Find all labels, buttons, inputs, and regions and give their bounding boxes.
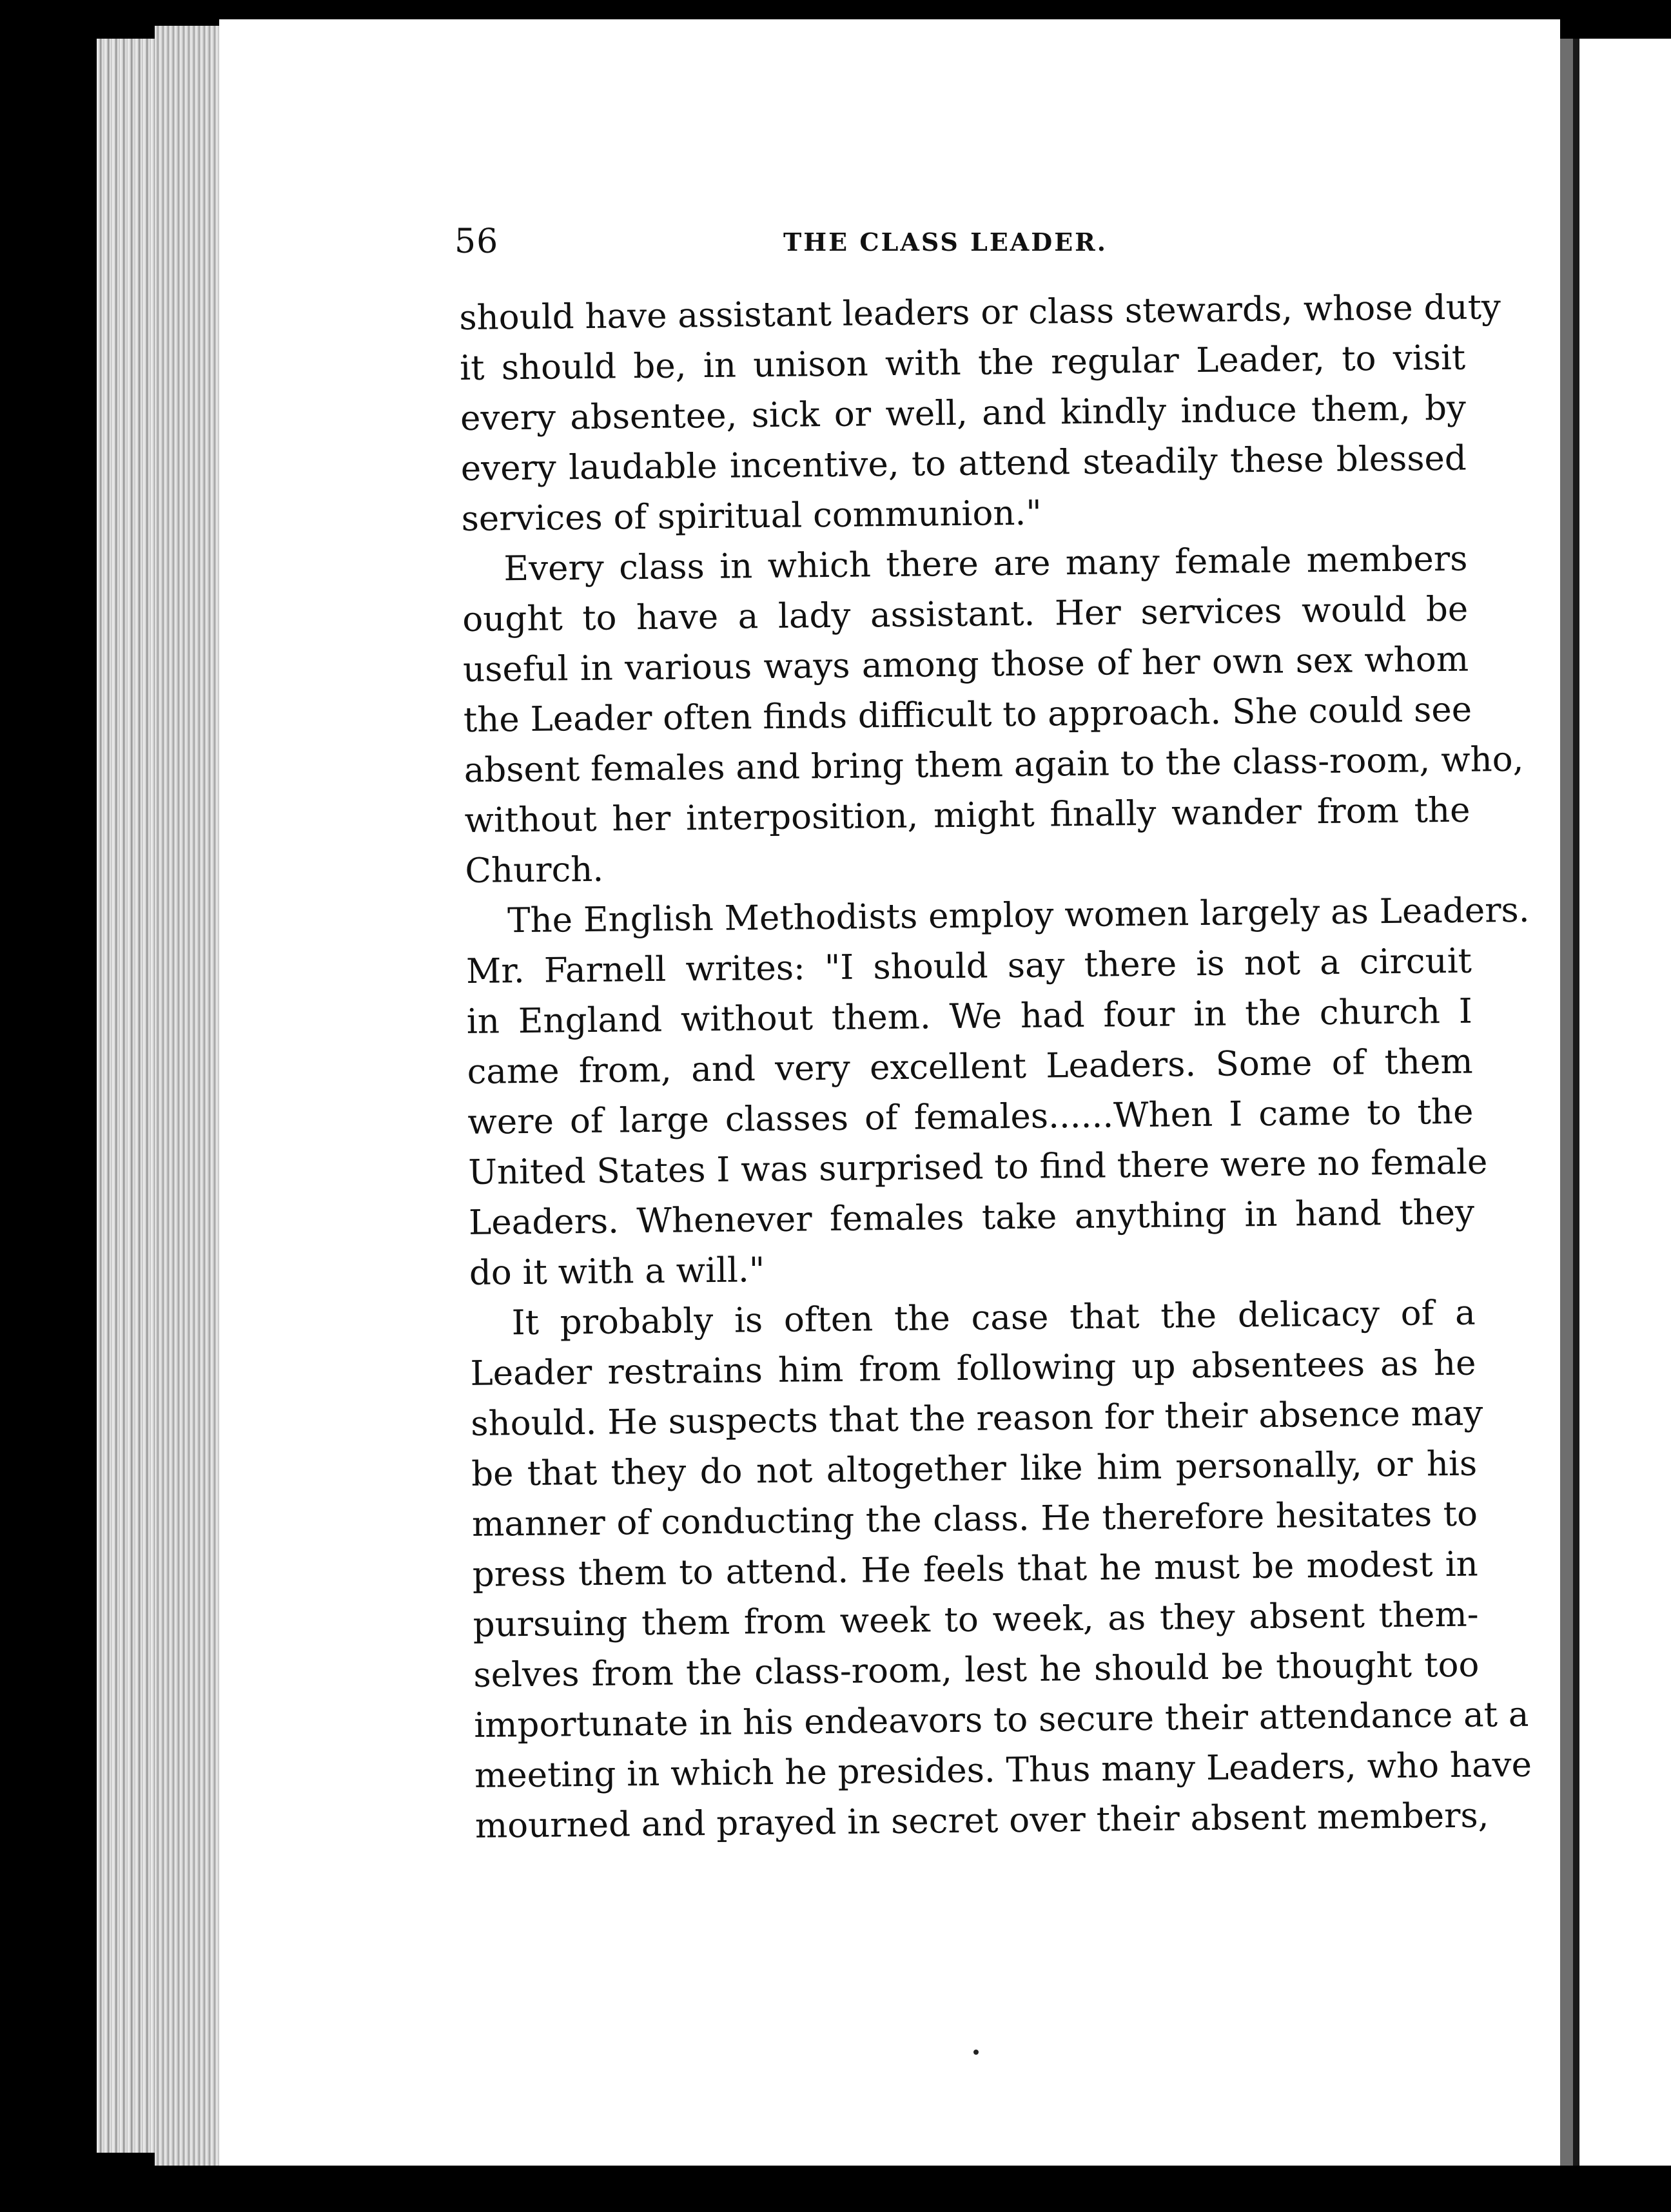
- text-line: came from, and very excellent Leaders. Some of them: [467, 1042, 1473, 1092]
- text-line: in England without them. We had four in the church I: [466, 991, 1473, 1042]
- text-line: every absentee, sick or well, and kindly induce them, by: [460, 388, 1467, 438]
- text-line: every laudable incentive, to attend steadily these blessed: [460, 438, 1467, 489]
- paragraph-1: [459, 283, 1501, 545]
- text-line: should. He suspects that the reason for their absence may: [471, 1393, 1483, 1444]
- text-line: press them to attend. He feels that he must be modest in: [472, 1544, 1479, 1595]
- text-line: services of spiritual communion.": [461, 493, 1042, 539]
- text-line: Leaders. Whenever females take anything in hand they: [468, 1192, 1475, 1243]
- text-line: ought to have a lady assistant. Her services would be: [462, 589, 1469, 639]
- text-line: manner of conducting the class. He therefore hesitates to: [471, 1494, 1478, 1544]
- page-header: [454, 222, 1467, 267]
- text-line: Every class in which there are many female members: [503, 539, 1468, 589]
- text-line: United States I was surprised to find there were no female: [467, 1142, 1488, 1192]
- text-line: mourned and prayed in secret over their absent members,: [474, 1796, 1489, 1846]
- text-line: selves from the class-room, lest he should be thought too: [473, 1645, 1480, 1695]
- text-line: do it with a will.": [469, 1250, 765, 1293]
- text-line: be that they do not altogether like him personally, or his: [471, 1444, 1478, 1494]
- paragraph-4: [469, 1288, 1532, 1852]
- text-line: Church.: [465, 849, 604, 891]
- body-text: [459, 283, 1532, 1852]
- facing-page: [1579, 39, 1671, 2166]
- running-head: THE CLASS LEADER.: [783, 228, 1108, 257]
- text-line: the Leader often finds difficult to approach. She could see: [463, 690, 1472, 740]
- text-line: without her interposition, might finally wander from the: [464, 790, 1471, 840]
- text-line: absent females and bring them again to the class-room, who,: [464, 739, 1524, 790]
- text-line: it should be, in unison with the regular Leader, to visit: [459, 338, 1466, 388]
- print-speck: [973, 2050, 979, 2055]
- text-line: Mr. Farnell writes: "I should say there is not a circuit: [465, 941, 1472, 991]
- text-line: importunate in his endeavors to secure their attendance at a: [473, 1694, 1529, 1745]
- paragraph-3: [465, 886, 1530, 1299]
- text-line: pursuing them from week to week, as they absent them-: [473, 1595, 1479, 1645]
- text-line: were of large classes of females......When I came to the: [467, 1092, 1474, 1142]
- facing-page-edge: [1573, 39, 1579, 2166]
- page-number: 56: [454, 222, 499, 261]
- text-line: The English Methodists employ women largely as Leaders.: [507, 890, 1530, 941]
- text-line: should have assistant leaders or class stewards, whose duty: [459, 287, 1501, 338]
- text-line: useful in various ways among those of her own sex whom: [462, 639, 1469, 690]
- text-line: It probably is often the case that the delicacy of a: [511, 1293, 1476, 1343]
- paragraph-2: [462, 534, 1524, 897]
- text-line: meeting in which he presides. Thus many Leaders, who have: [474, 1745, 1532, 1796]
- book-page-edges-inner: [155, 26, 226, 2166]
- text-line: Leader restrains him from following up absentees as he: [470, 1343, 1476, 1393]
